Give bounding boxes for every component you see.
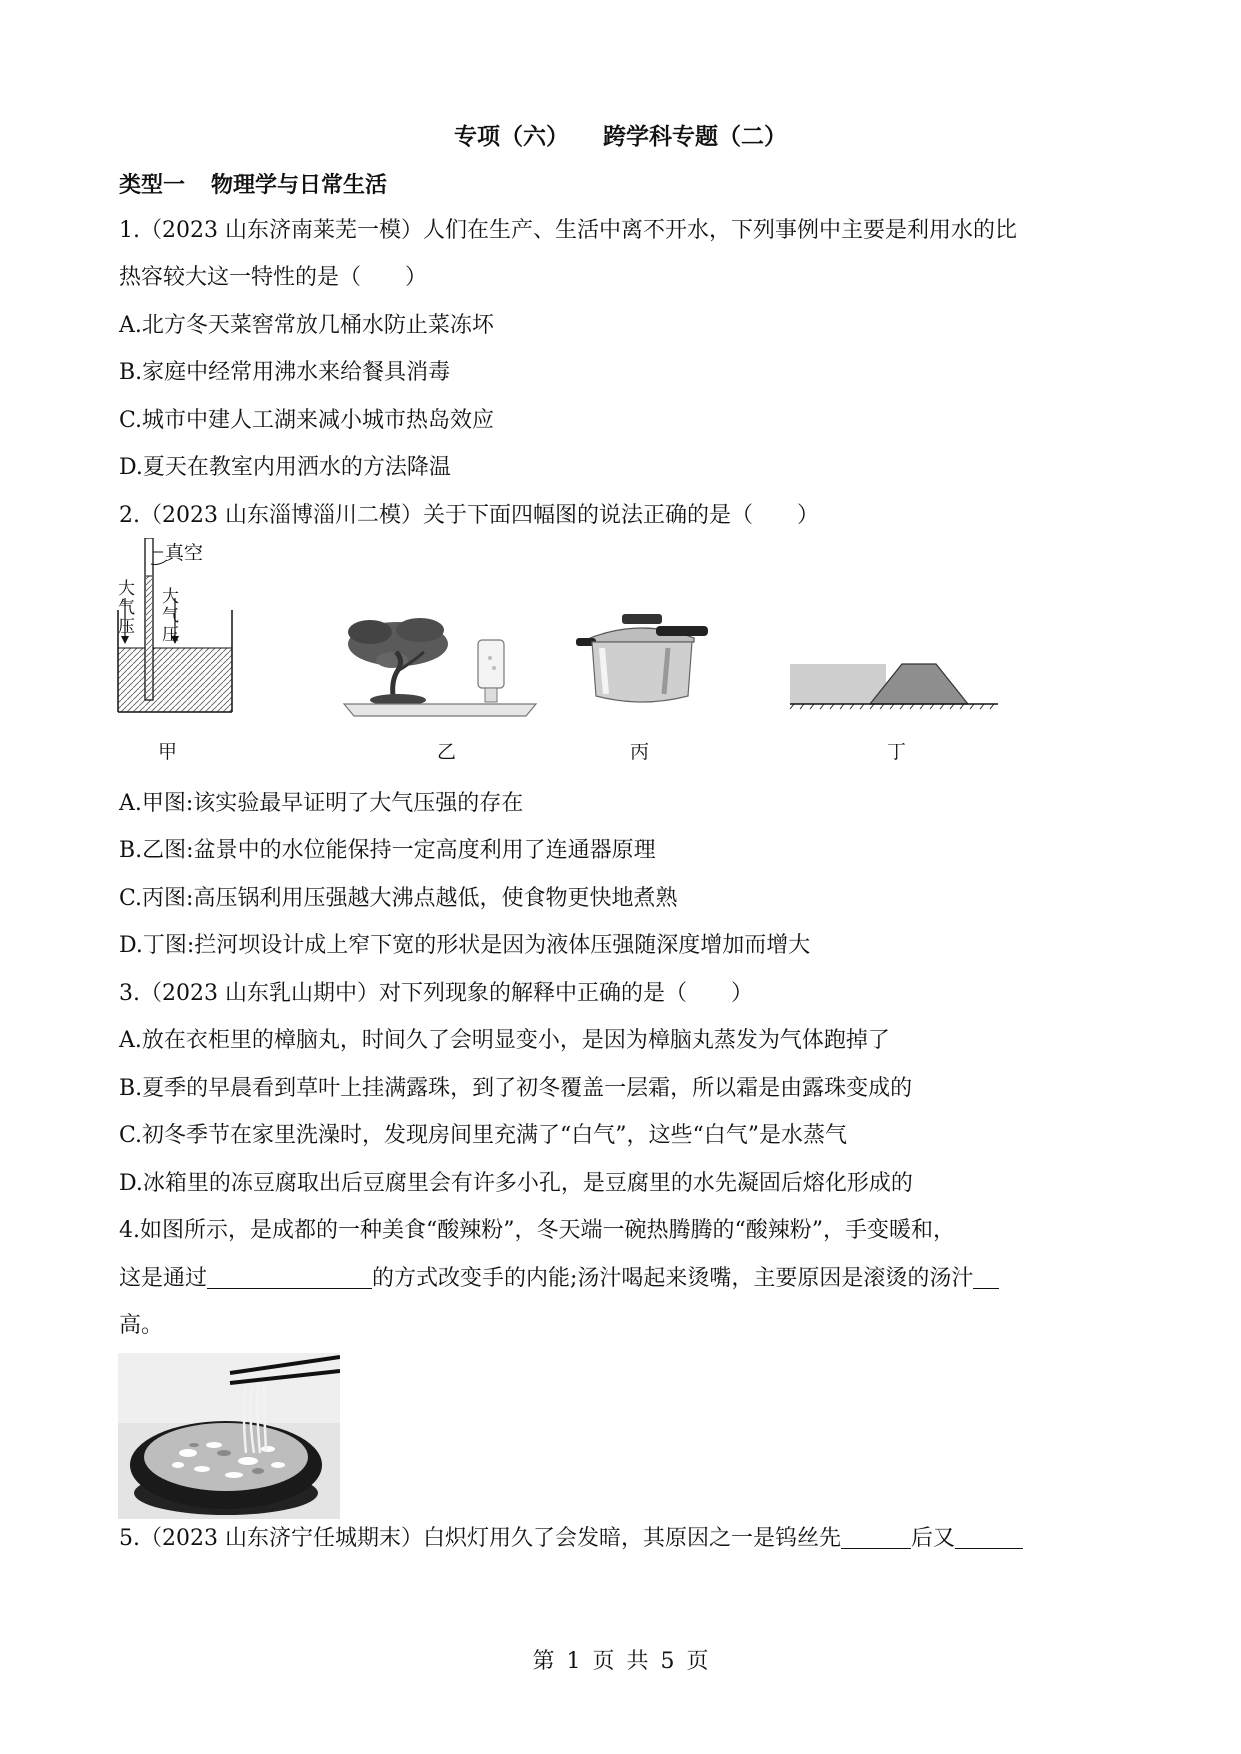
footer-page-number: 1 <box>566 1649 581 1674</box>
q1-stem-line1: 1.（2023 山东济南莱芜一模）人们在生产、生活中离不开水，下列事例中主要是利用水的比 <box>119 218 1017 243</box>
photo-hot-sour-noodles <box>118 1353 340 1519</box>
q1-option-a: A.北方冬天菜窖常放几桶水防止菜冻坏 <box>119 313 494 338</box>
q5-stem-line1 <box>119 1524 1023 1554</box>
section-heading <box>119 168 387 199</box>
title-part2: 跨学科专题（二） <box>603 124 787 150</box>
q1-option-c: C.城市中建人工湖来减小城市热岛效应 <box>119 408 495 433</box>
q4-text-a: 这是通过 <box>119 1266 208 1291</box>
q4-text-b: 的方式改变手的内能;汤汁喝起来烫嘴，主要原因是滚烫的汤汁 <box>372 1266 974 1291</box>
q3-option-a: A.放在衣柜里的樟脑丸，时间久了会明显变小，是因为樟脑丸蒸发为气体跑掉了 <box>119 1028 890 1053</box>
q2-option-b: B.乙图:盆景中的水位能保持一定高度利用了连通器原理 <box>119 838 656 863</box>
q3-option-b: B.夏季的早晨看到草叶上挂满露珠，到了初冬覆盖一层霜，所以霜是由露珠变成的 <box>119 1076 913 1101</box>
figure-jia-vacuum-label: 真空 <box>165 542 204 564</box>
q5-blank-1[interactable] <box>841 1526 911 1549</box>
q3-option-c: C.初冬季节在家里洗澡时，发现房间里充满了“白气”，这些“白气”是水蒸气 <box>119 1123 848 1148</box>
figure-bing-pressure-cooker <box>572 612 712 712</box>
section-name: 物理学与日常生活 <box>211 173 388 198</box>
q2-stem: 2.（2023 山东淄博淄川二模）关于下面四幅图的说法正确的是（ ） <box>119 503 819 528</box>
figure-jia-pressure-left: 大气压 <box>118 579 135 637</box>
figure-jia-caption: 甲 <box>158 741 178 763</box>
footer-ye: 页 <box>592 1649 615 1674</box>
figure-jia-pressure-right: 大气压 <box>162 587 179 645</box>
q3-stem: 3.（2023 山东乳山期中）对下列现象的解释中正确的是（ ） <box>119 981 753 1006</box>
page-footer <box>0 1644 1241 1675</box>
q4-blank-2[interactable] <box>973 1266 999 1289</box>
q3-option-d: D.冰箱里的冻豆腐取出后豆腐里会有许多小孔，是豆腐里的水先凝固后熔化形成的 <box>119 1171 913 1196</box>
section-label: 类型一 <box>119 173 186 198</box>
q5-text-a: 5.（2023 山东济宁任城期末）白炽灯用久了会发暗，其原因之一是钨丝先 <box>119 1526 841 1551</box>
footer-gong: 共 <box>626 1649 649 1674</box>
q2-option-a: A.甲图:该实验最早证明了大气压强的存在 <box>119 791 524 816</box>
figure-ding-dam <box>788 654 1008 710</box>
q5-text-b: 后又 <box>910 1526 955 1551</box>
title-part1: 专项（六） <box>454 124 569 150</box>
q2-option-d: D.丁图:拦河坝设计成上窄下宽的形状是因为液体压强随深度增加而增大 <box>119 933 811 958</box>
figure-yi-bonsai <box>340 612 540 722</box>
footer-ye2: 页 <box>686 1649 709 1674</box>
figure-bing-caption: 丙 <box>630 741 650 763</box>
figure-ding-caption: 丁 <box>887 741 907 763</box>
footer-di: 第 <box>532 1649 555 1674</box>
q4-stem-line3: 高。 <box>119 1313 164 1338</box>
page-title <box>0 118 1241 151</box>
q1-option-b: B.家庭中经常用沸水来给餐具消毒 <box>119 360 451 385</box>
q4-blank-1[interactable] <box>207 1266 372 1289</box>
q1-option-d: D.夏天在教室内用洒水的方法降温 <box>119 455 451 480</box>
figure-yi-caption: 乙 <box>437 741 457 763</box>
q4-stem-line1: 4.如图所示，是成都的一种美食“酸辣粉”，冬天端一碗热腾腾的“酸辣粉”，手变暖和， <box>119 1218 955 1243</box>
q4-stem-line2 <box>119 1264 999 1294</box>
q2-option-c: C.丙图:高压锅利用压强越大沸点越低，使食物更快地煮熟 <box>119 886 678 911</box>
q5-blank-2[interactable] <box>955 1526 1023 1549</box>
footer-total-pages: 5 <box>660 1649 675 1674</box>
q1-stem-line2: 热容较大这一特性的是（ ） <box>119 265 428 290</box>
